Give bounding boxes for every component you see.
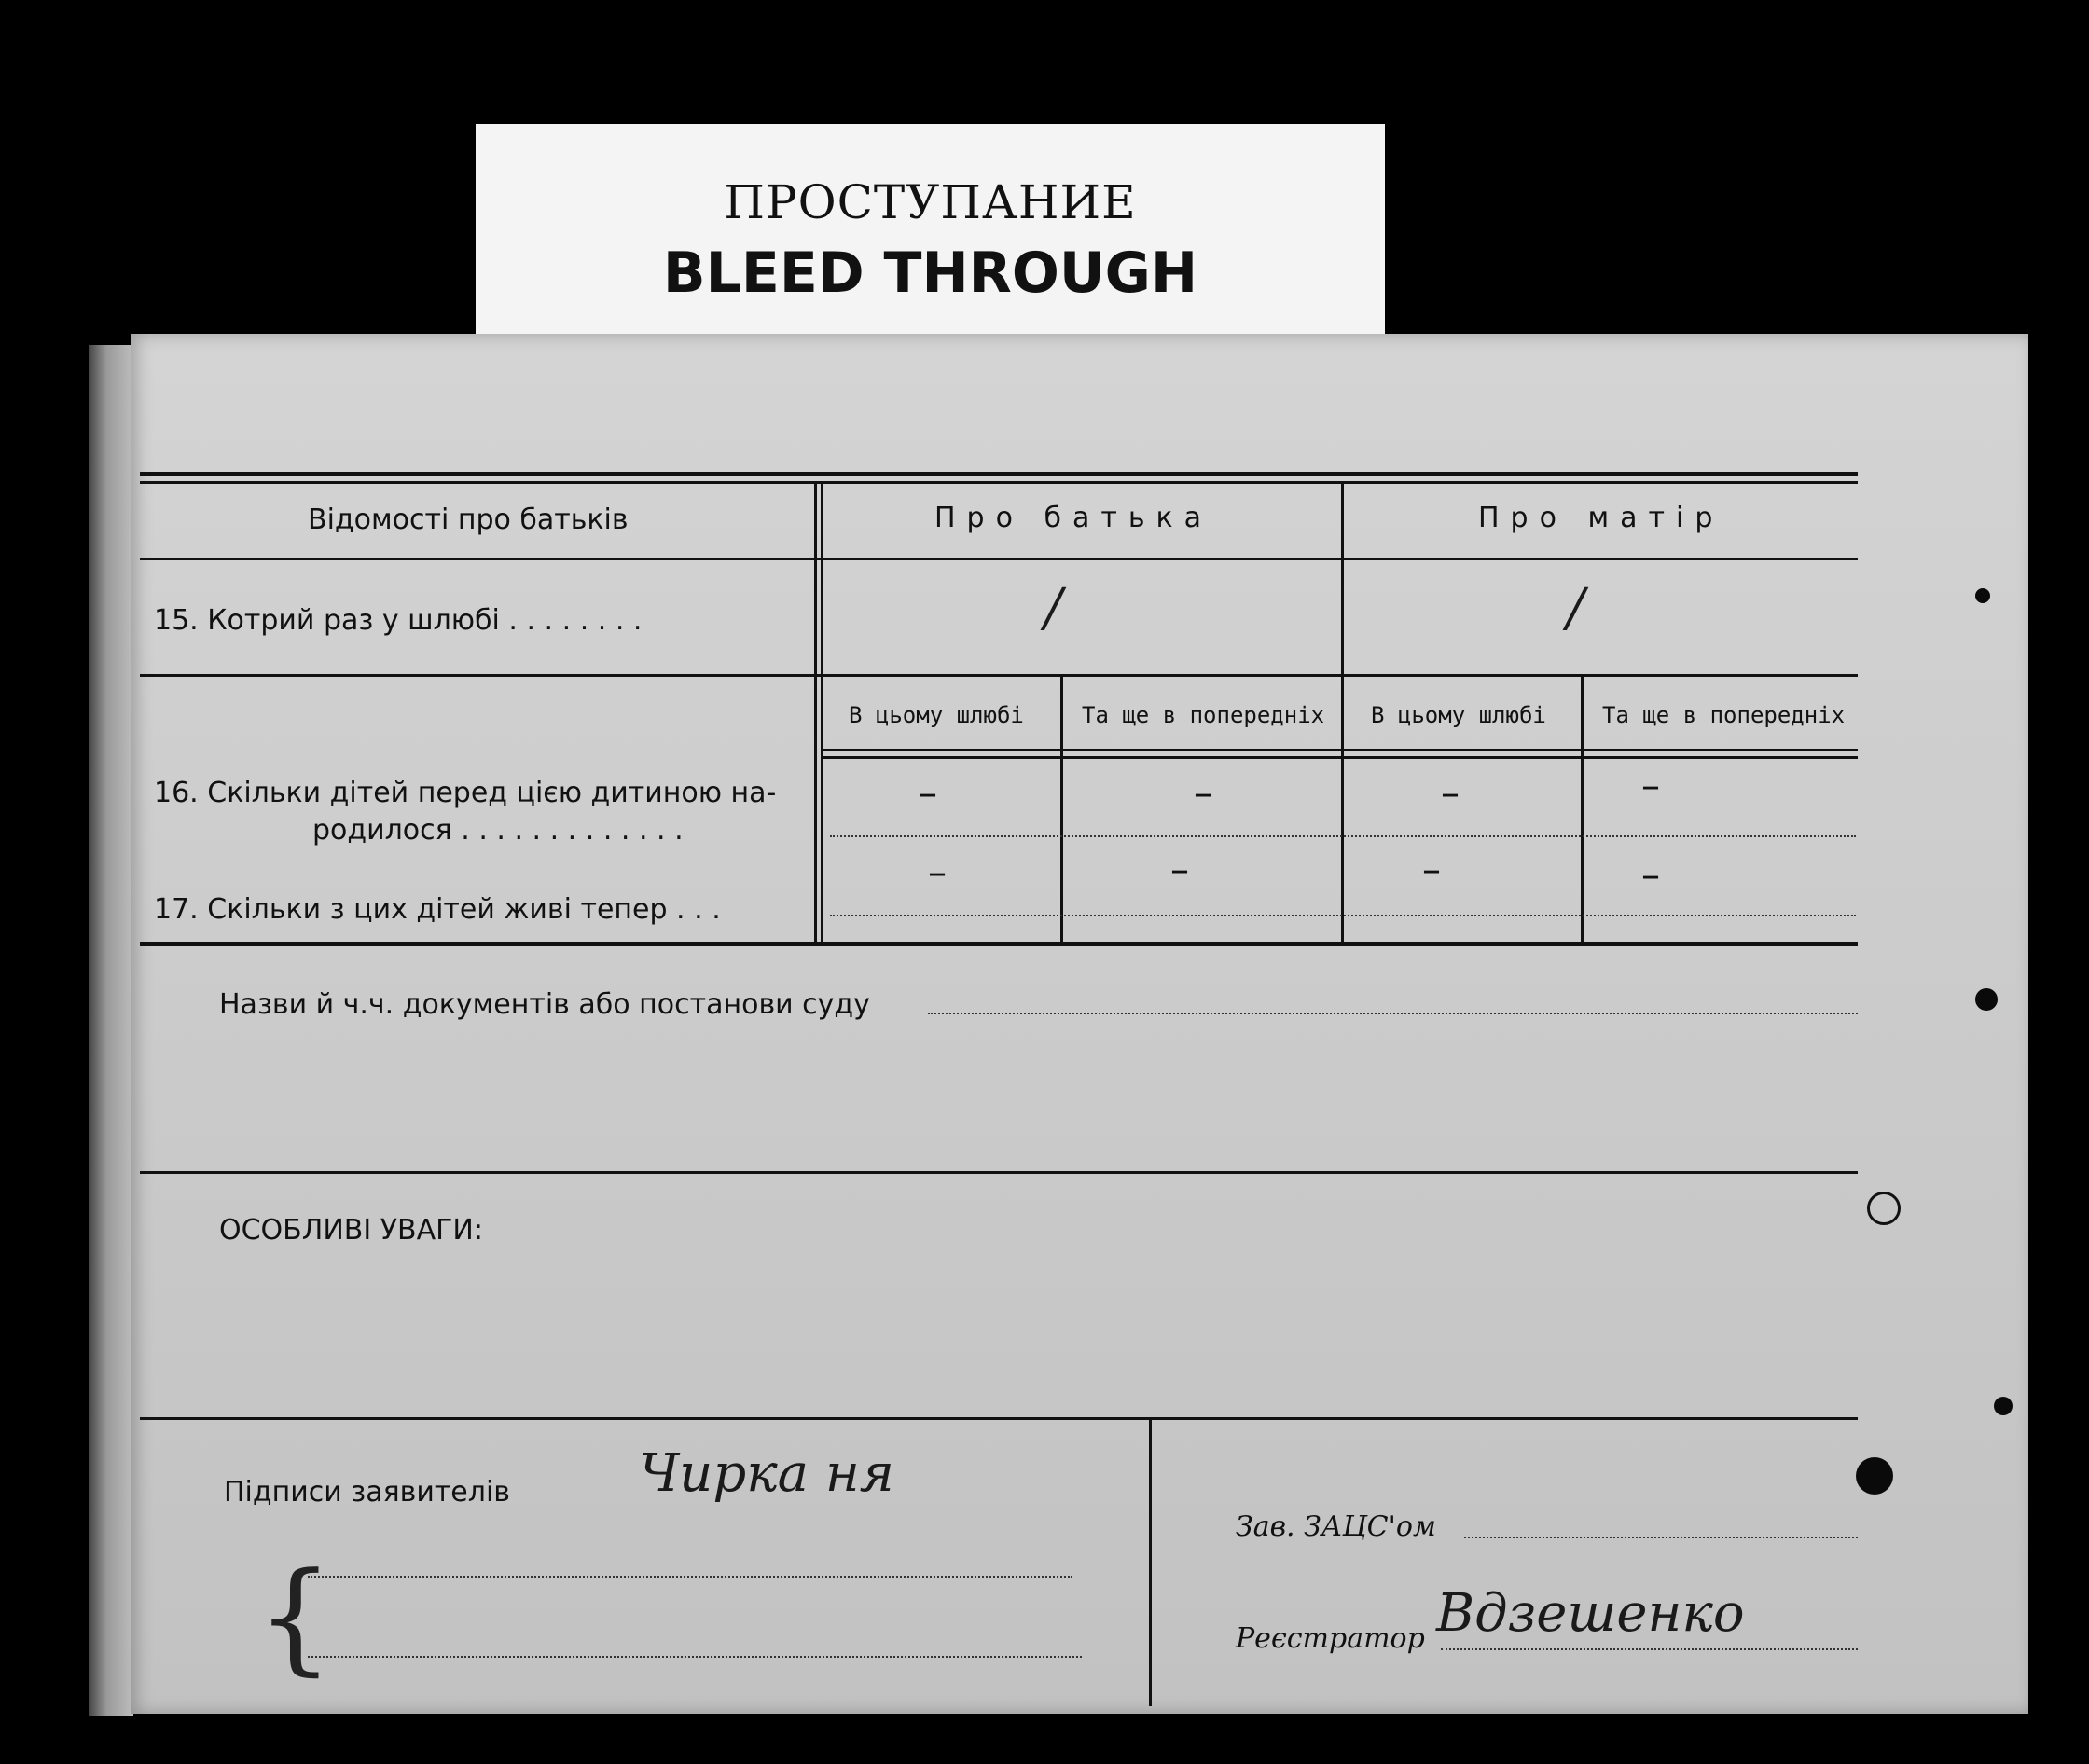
table-top-border [140, 472, 1858, 476]
subheader-father-this-marriage: В цьому шлюбі [849, 702, 1024, 728]
label-english-text: BLEED THROUGH [662, 241, 1198, 306]
column-separator-2 [1341, 481, 1344, 943]
punch-hole-2 [1975, 988, 1998, 1011]
row-16-dotted-line [830, 835, 1856, 837]
subheader-bottom-border [821, 749, 1858, 751]
row-16-mother-this-value: – [1441, 772, 1460, 815]
form-sheet [131, 334, 2028, 1714]
table-top-border-inner [140, 481, 1858, 484]
signatures-brace: { [256, 1546, 334, 1688]
header-about-father: Про батька [934, 502, 1213, 534]
punch-hole-3 [1867, 1192, 1901, 1225]
column-separator-1 [814, 481, 817, 943]
table-bottom-border [140, 942, 1858, 946]
subheader-mother-previous: Та ще в попередніх [1602, 702, 1846, 728]
signatures-column-separator [1149, 1417, 1152, 1706]
row-15-bottom-border [140, 674, 1858, 677]
row-17-father-previous-value: – [1170, 848, 1189, 891]
subheader-mother-this-marriage: В цьому шлюбі [1371, 702, 1546, 728]
row-17-dotted-line [830, 915, 1856, 916]
punch-hole-4 [1994, 1397, 2013, 1415]
punch-hole-1 [1975, 588, 1990, 603]
special-notes-label: ОСОБЛИВІ УВАГИ: [219, 1214, 483, 1247]
registrar-signature: Вдзешенко [1436, 1583, 1745, 1644]
notes-bottom-border [140, 1417, 1858, 1420]
applicant-signature-line-2 [308, 1656, 1082, 1658]
row-15-father-value: / [1044, 578, 1062, 639]
subheader-bottom-border-inner [821, 756, 1858, 759]
documents-label: Назви й ч.ч. документів або постанови суду [219, 988, 870, 1021]
registrar-label: Реєстратор [1236, 1622, 1425, 1655]
column-separator-mother-sub [1581, 677, 1584, 943]
subheader-father-previous: Та ще в попередніх [1082, 702, 1325, 728]
documents-bottom-border [140, 1171, 1858, 1174]
bleed-through-label-card [476, 124, 1385, 341]
row-17-label: 17. Скільки з цих дітей живі тепер . . . [154, 893, 721, 926]
head-zags-label: Зав. ЗАЦС'ом [1236, 1510, 1436, 1543]
punch-hole-5 [1856, 1457, 1893, 1495]
row-16-label-line2: родилося . . . . . . . . . . . . . [312, 814, 684, 847]
column-separator-1b [821, 481, 823, 943]
row-15-label: 15. Котрий раз у шлюбі . . . . . . . . [154, 604, 643, 637]
header-about-mother: Про матір [1478, 502, 1724, 534]
head-zags-signature-line [1464, 1537, 1858, 1538]
header-bottom-border [140, 558, 1858, 560]
row-17-father-this-value: – [928, 851, 947, 894]
applicant-signature: Чирка ня [639, 1443, 894, 1504]
header-parents-info: Відомості про батьків [308, 503, 629, 536]
sheet-edge [89, 345, 133, 1716]
row-17-mother-this-value: – [1422, 848, 1441, 891]
applicant-signatures-label: Підписи заявителів [224, 1476, 510, 1509]
row-15-mother-value: / [1567, 578, 1584, 639]
row-16-mother-previous-value: – [1641, 765, 1660, 807]
row-17-mother-previous-value: – [1641, 854, 1660, 897]
row-16-father-previous-value: – [1194, 772, 1212, 815]
column-separator-father-sub [1060, 677, 1063, 943]
applicant-signature-line-1 [308, 1576, 1072, 1578]
row-16-label-line1: 16. Скільки дітей перед цією дитиною на- [154, 777, 777, 809]
registrar-signature-line [1441, 1648, 1858, 1650]
documents-field-line [928, 1013, 1858, 1014]
label-russian-text: ПРОСТУПАНИЕ [724, 175, 1137, 229]
row-16-father-this-value: – [919, 772, 937, 815]
